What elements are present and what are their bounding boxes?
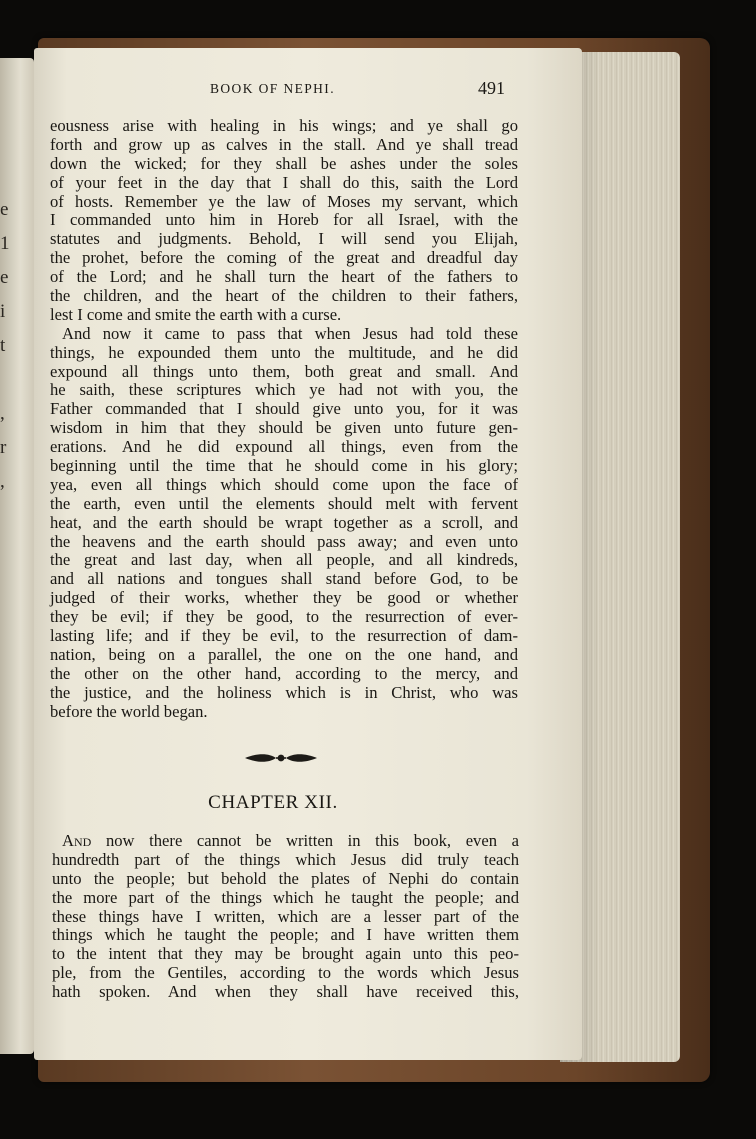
text-line: things, he expounded them unto the multitude, and he did (50, 342, 518, 362)
text-line: hath spoken. And when they shall have received this, (52, 982, 519, 1002)
text-line: lasting life; and if they be evil, to the resurrection of dam- (50, 626, 518, 646)
left-facing-page (0, 58, 34, 1054)
left-margin-char: t (0, 335, 6, 356)
text-line: ple, from the Gentiles, according to the words which Jesus (52, 963, 519, 983)
text-line: things which he taught the people; and I have written them (52, 925, 519, 945)
text-line: the earth, even until the elements should melt with fervent (50, 493, 518, 513)
text-line: eousness arise with healing in his wings; and ye shall go (50, 116, 518, 135)
text-line: of hosts. Remember ye the law of Moses my servant, which (50, 191, 518, 211)
chapter-heading-text: CHAPTER XII. (208, 792, 338, 813)
left-margin-char: , (0, 471, 5, 492)
left-margin-char: e (0, 199, 9, 220)
text-line: and all nations and tongues shall stand before God, to be (50, 569, 518, 589)
running-head (34, 78, 582, 102)
left-margin-char: 1 (0, 233, 10, 254)
text-line: they be evil; if they be good, to the resurrection of ever- (50, 607, 518, 627)
text-line: the heavens and the earth should pass away; and even unto (50, 531, 518, 551)
text-line: down the wicked; for they shall be ashes under the soles (50, 153, 518, 173)
text-line: wisdom in him that they should be given unto future gen- (50, 418, 518, 438)
text-line: these things have I written, which are a lesser part of the (52, 906, 519, 926)
chapter-heading (34, 792, 582, 814)
left-page-margin-text (0, 193, 14, 499)
text-line: of the Lord; and he shall turn the heart of the fathers to (50, 267, 518, 287)
text-line: the great and last day, when all people, and all kindreds, (50, 550, 518, 570)
chapter-first-line-rest: now there cannot be written in this book, even a (105, 831, 519, 850)
text-line: forth and grow up as calves in the stall. And ye shall tread (50, 134, 518, 154)
text-line: the children, and the heart of the children to their fathers, (50, 286, 518, 306)
text-line: yea, even all things which should come upon the face of (50, 474, 518, 494)
left-margin-char (0, 363, 14, 397)
text-line: lest I come and smite the earth with a curse. (50, 304, 342, 324)
text-line: unto the people; but behold the plates of Nephi do contain (52, 868, 519, 888)
text-line: nation, being on a parallel, the one on the one hand, and (50, 644, 518, 664)
page-number: 491 (478, 78, 505, 98)
text-line: the justice, and the holiness which is in Christ, who was (50, 682, 518, 702)
text-line: to the intent that they may be brought again unto this peo- (52, 944, 519, 964)
text-line: the other on the other hand, according to the mercy, and (50, 663, 518, 683)
chapter-first-line (52, 832, 519, 851)
ornament-divider-icon (243, 749, 319, 767)
text-line: the more part of the things which he taught the people; and (52, 887, 519, 907)
text-line: beginning until the time that he should come in his glory; (50, 456, 518, 476)
text-line: before the world began. (50, 701, 208, 721)
running-head-title: BOOK OF NEPHI. (210, 81, 335, 96)
text-line: Father commanded that I should give unto you, for it was (50, 399, 518, 419)
paragraph-2 (50, 325, 518, 722)
text-line: statutes and judgments. Behold, I will send you Elijah, (50, 229, 518, 249)
body-text (50, 117, 518, 722)
text-line: of your feet in the day that I shall do this, saith the Lord (50, 172, 518, 192)
left-margin-char: e (0, 267, 9, 288)
text-line: erations. And he did expound all things, even from the (50, 437, 518, 457)
chapter-first-word: And (62, 831, 92, 850)
chapter-paragraph (52, 851, 519, 1002)
left-margin-char: , (0, 403, 5, 424)
text-line: judged of their works, whether they be good or whether (50, 588, 518, 608)
text-line: he saith, these scriptures which ye had not with you, the (50, 380, 518, 400)
text-line: I commanded unto him in Horeb for all Israel, with the (50, 210, 518, 230)
text-line: the prohet, before the coming of the great and dreadful day (50, 248, 518, 268)
text-line: hundredth part of the things which Jesus did truly teach (52, 849, 519, 869)
paragraph-1 (50, 117, 518, 325)
left-margin-char: i (0, 301, 6, 322)
text-line: heat, and the earth should be wrapt together as a scroll, and (50, 512, 518, 532)
text-line: expound all things unto them, both great and small. And (50, 361, 518, 381)
chapter-text (52, 832, 519, 1002)
left-margin-char: r (0, 437, 7, 458)
text-line: And now it came to pass that when Jesus had told these (62, 323, 518, 343)
